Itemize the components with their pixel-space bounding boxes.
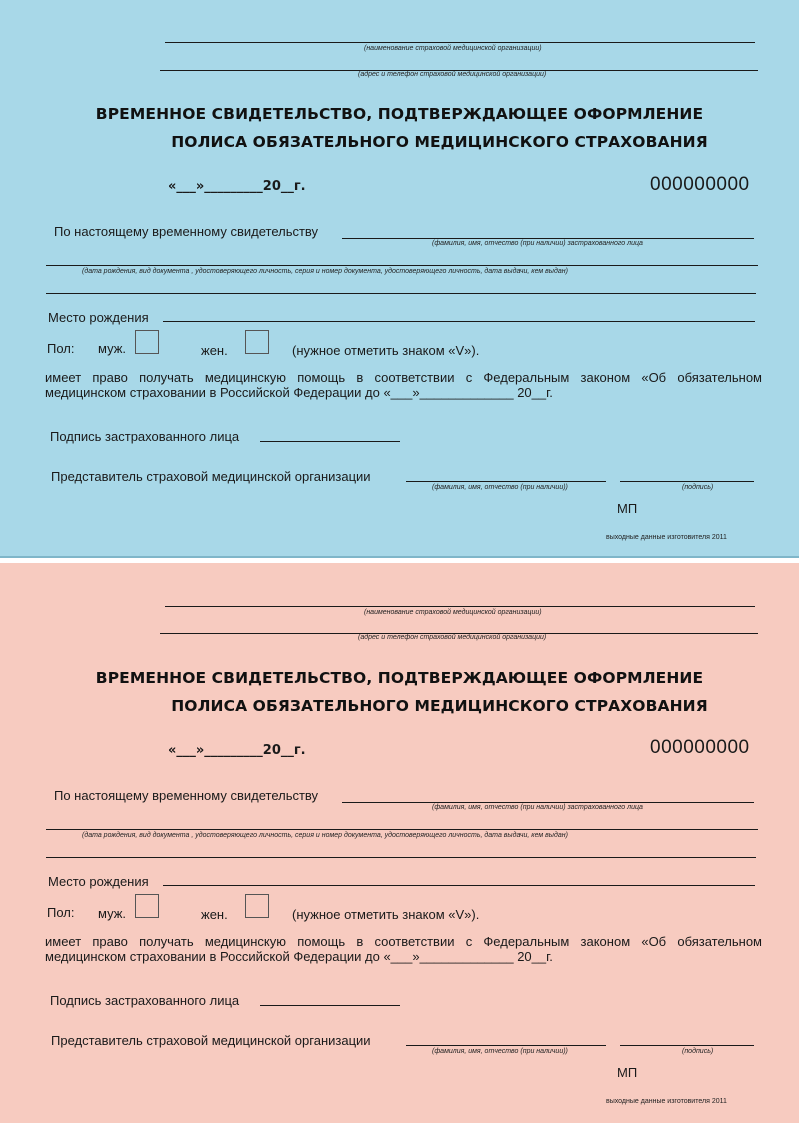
rights-line-2: медицинском страховании в Российской Федерации до «___»_____________ 20__г. (45, 385, 553, 400)
document-line-2[interactable] (46, 293, 756, 294)
date-field[interactable]: «___»_________20__г. (168, 179, 306, 194)
sex-label: Пол: (47, 341, 75, 356)
male-label: муж. (98, 341, 127, 356)
fio-caption: (фамилия, имя, отчество (при наличии) застрахованного лица (432, 240, 643, 247)
rep-signature-caption: (подпись) (682, 484, 714, 491)
intro-label: По настоящему временному свидетельству (54, 224, 319, 239)
certificate-number: 000000000 (650, 174, 750, 195)
rep-fio-line[interactable] (406, 481, 606, 482)
insured-signature-label: Подпись застрахованного лица (50, 429, 240, 444)
fio-line[interactable] (342, 802, 754, 803)
rep-signature-caption: (подпись) (682, 1048, 714, 1055)
male-label: муж. (98, 906, 127, 921)
rep-signature-line[interactable] (620, 1045, 754, 1046)
rep-signature-line[interactable] (620, 481, 754, 482)
female-checkbox[interactable] (245, 330, 269, 354)
org-name-line[interactable] (165, 42, 755, 43)
document-caption: (дата рождения, вид документа , удостоверяющего личность, серия и номер документа, удостоверяющего личность, дата выдачи, кем выдан) (82, 268, 568, 275)
female-checkbox[interactable] (245, 894, 269, 918)
fio-caption: (фамилия, имя, отчество (при наличии) застрахованного лица (432, 804, 643, 811)
date-field[interactable]: «___»_________20__г. (168, 743, 306, 758)
insured-signature-label: Подпись застрахованного лица (50, 993, 240, 1008)
rep-fio-caption: (фамилия, имя, отчество (при наличии)) (432, 484, 568, 491)
rep-fio-line[interactable] (406, 1045, 606, 1046)
birthplace-label: Место рождения (48, 310, 149, 325)
fio-line[interactable] (342, 238, 754, 239)
birthplace-line[interactable] (163, 885, 755, 886)
org-name-caption: (наименование страховой медицинской организации) (364, 609, 542, 616)
rights-line-1: имеет право получать медицинскую помощь в соответствии с Федеральным законом «Об обязательном (45, 934, 762, 949)
title-line-2: ПОЛИСА ОБЯЗАТЕЛЬНОГО МЕДИЦИНСКОГО СТРАХОВАНИЯ (171, 697, 708, 715)
insured-signature-line[interactable] (260, 441, 400, 442)
representative-label: Представитель страховой медицинской организации (51, 469, 371, 484)
female-label: жен. (201, 343, 228, 358)
female-label: жен. (201, 907, 228, 922)
title-line-2: ПОЛИСА ОБЯЗАТЕЛЬНОГО МЕДИЦИНСКОГО СТРАХОВАНИЯ (171, 133, 708, 151)
rights-line-1: имеет право получать медицинскую помощь в соответствии с Федеральным законом «Об обязательном (45, 370, 762, 385)
mark-hint: (нужное отметить знаком «V»). (292, 343, 480, 358)
org-name-line[interactable] (165, 606, 755, 607)
document-line-2[interactable] (46, 857, 756, 858)
certificate-copy-blue (0, 0, 799, 558)
sex-label: Пол: (47, 905, 75, 920)
title-line-1: ВРЕМЕННОЕ СВИДЕТЕЛЬСТВО, ПОДТВЕРЖДАЮЩЕЕ ОФОРМЛЕНИЕ (95, 105, 704, 123)
certificate-copy-pink (0, 563, 799, 1123)
document-caption: (дата рождения, вид документа , удостоверяющего личность, серия и номер документа, удостоверяющего личность, дата выдачи, кем выдан) (82, 832, 568, 839)
document-line[interactable] (46, 829, 758, 830)
birthplace-label: Место рождения (48, 874, 149, 889)
male-checkbox[interactable] (135, 330, 159, 354)
org-address-caption: (адрес и телефон страховой медицинской организации) (358, 634, 547, 641)
org-name-caption: (наименование страховой медицинской организации) (364, 45, 542, 52)
birthplace-line[interactable] (163, 321, 755, 322)
representative-label: Представитель страховой медицинской организации (51, 1033, 371, 1048)
certificate-number: 000000000 (650, 737, 750, 758)
rep-fio-caption: (фамилия, имя, отчество (при наличии)) (432, 1048, 568, 1055)
title-line-1: ВРЕМЕННОЕ СВИДЕТЕЛЬСТВО, ПОДТВЕРЖДАЮЩЕЕ ОФОРМЛЕНИЕ (95, 669, 704, 687)
intro-label: По настоящему временному свидетельству (54, 788, 319, 803)
imprint: выходные данные изготовителя 2011 (606, 534, 727, 541)
rights-line-2: медицинском страховании в Российской Федерации до «___»_____________ 20__г. (45, 949, 553, 964)
insured-signature-line[interactable] (260, 1005, 400, 1006)
imprint: выходные данные изготовителя 2011 (606, 1098, 727, 1105)
stamp-label: МП (617, 501, 638, 516)
stamp-label: МП (617, 1065, 638, 1080)
org-address-caption: (адрес и телефон страховой медицинской организации) (358, 71, 547, 78)
male-checkbox[interactable] (135, 894, 159, 918)
mark-hint: (нужное отметить знаком «V»). (292, 907, 480, 922)
document-line[interactable] (46, 265, 758, 266)
